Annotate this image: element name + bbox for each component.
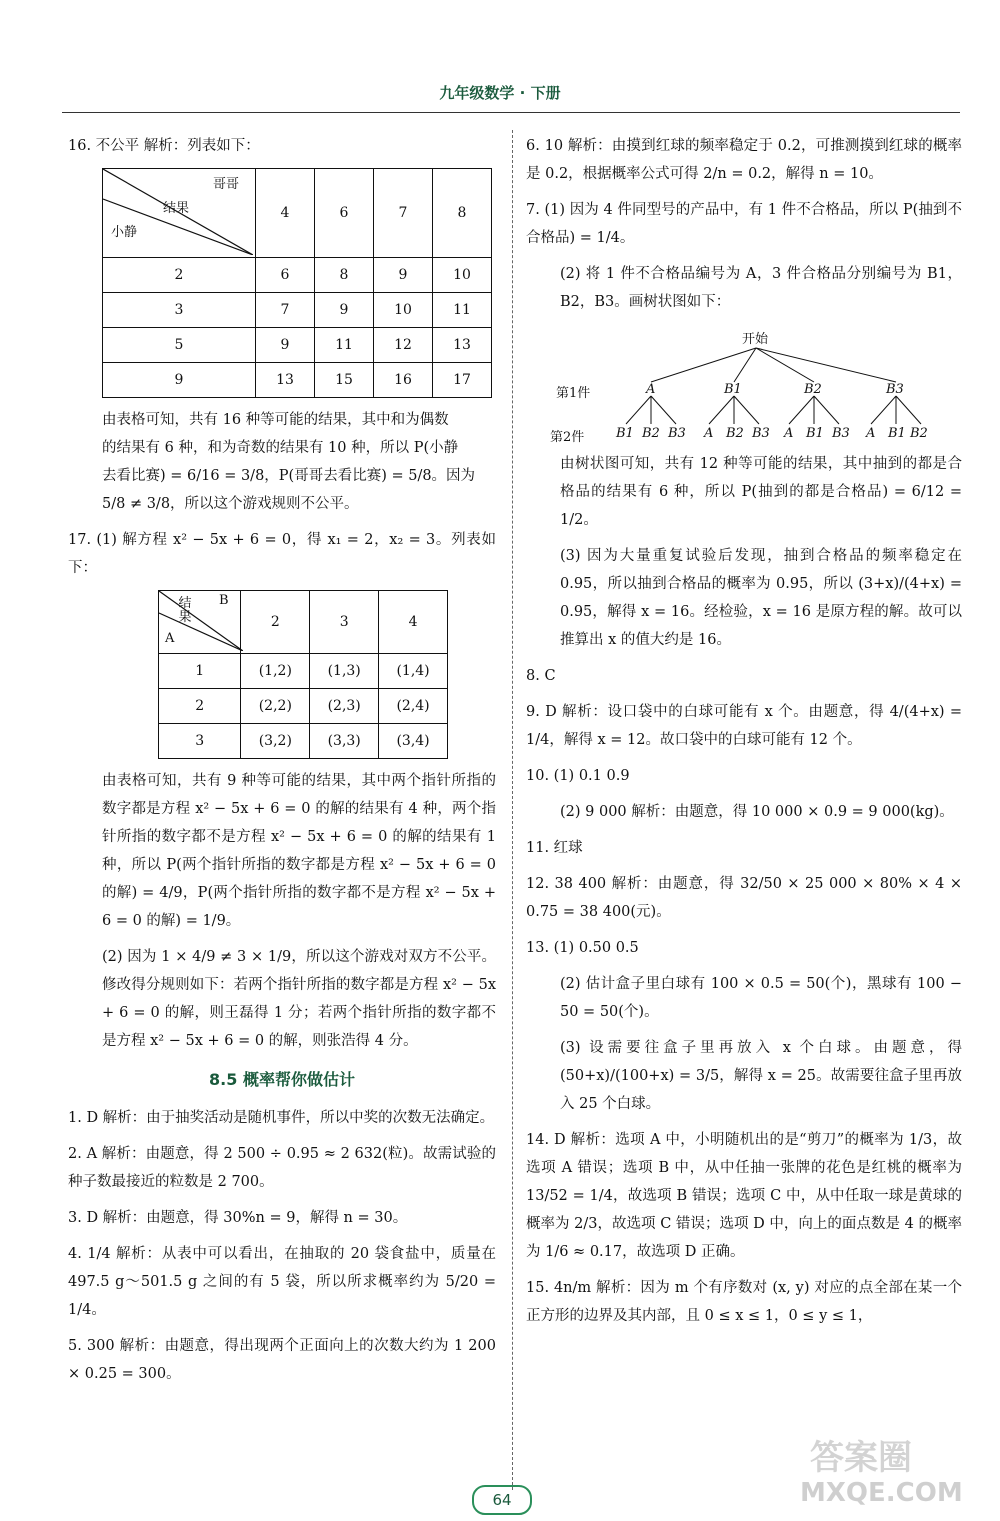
q16-cell: 13 [433,328,492,363]
q16-col-head: 4 [256,169,315,258]
q16-cell: 10 [374,293,433,328]
tree-leaf: B3 [668,426,686,441]
answer-15: 15. 4n/m 解析：因为 m 个有序数对 (x, y) 对应的点全部在某一个正方形的边界及其内部，且 0 ≤ x ≤ 1，0 ≤ y ≤ 1， [526,1280,962,1324]
q17-lead: 17. (1) 解方程 x² − 5x + 6 = 0，得 x₁ = 2，x₂ = 3。列表如下： [68,532,496,576]
q16-text-3: 去看比赛) = 6/16 = 3/8，P(哥哥去看比赛) = 5/8。因为 [102,468,476,484]
answer-7-2b: 由树状图可知，共有 12 种等可能的结果，其中抽到的都是合格品的结果有 6 种，所以 P(抽到的都是合格品) = 6/12 = 1/2。 [560,456,962,528]
q16-corner-top: 哥哥 [213,177,240,192]
tree-node: B1 [724,382,742,397]
q16-row-head: 5 [103,328,256,363]
watermark [800,1420,980,1515]
q16-col-head: 7 [374,169,433,258]
answer-2: 2. A 解析：由题意，得 2 500 ÷ 0.95 ≈ 2 632(粒)。故需试验的种子数最接近的粒数是 2 700。 [68,1146,496,1190]
answer-3: 3. D 解析：由题意，得 30%n = 9，解得 n = 30。 [68,1210,408,1226]
table-row [103,293,492,328]
q16-table [102,168,492,398]
q16-cell: 7 [256,293,315,328]
q16-cell: 9 [256,328,315,363]
column-divider [512,130,513,1490]
q16-cell: 11 [315,328,374,363]
tree-leaf: A [704,426,714,441]
q16-lead: 16. 不公平 解析：列表如下： [68,138,260,154]
q17-col-head: 2 [241,591,310,654]
tree-node: B3 [886,382,904,397]
tree-leaf: B3 [752,426,770,441]
page-header: 九年级数学 · 下册 [439,84,561,102]
q17-cell: (1,3) [310,654,379,689]
answer-13-2: (2) 估计盒子里白球有 100 × 0.5 = 50(个)，黑球有 100 − 50 = 50(个)。 [560,976,962,1020]
tree-leaf: A [866,426,876,441]
answer-13-3: (3) 设需要往盒子里再放入 x 个白球。由题意，得 (50+x)/(100+x) = 3/5，解得 x = 25。故需要往盒子里再放入 25 个白球。 [560,1040,962,1112]
header-rule [62,112,960,113]
q16-text-4: 5/8 ≠ 3/8，所以这个游戏规则不公平。 [102,496,359,512]
q16-col-head: 6 [315,169,374,258]
q16-cell: 15 [315,363,374,398]
answer-7-1: 7. (1) 因为 4 件同型号的产品中，有 1 件不合格品，所以 P(抽到不合格品) = 1/4。 [526,202,962,246]
table-row [159,689,448,724]
answer-8: 8. C [526,668,556,684]
q16-corner-mid: 结果 [163,201,190,216]
tree-level2-label: 第2件 [550,430,585,445]
q16-cell: 8 [315,258,374,293]
answer-10-1: 10. (1) 0.1 0.9 [526,768,630,784]
answer-7-3: (3) 因为大量重复试验后发现，抽到合格品的频率稳定在 0.95，所以抽到合格品的概率为 0.95，所以 (3+x)/(4+x) = 0.95，解得 x = 16。经检验，x = 16 是原方程的解。故可以推算出 x 的值大约是 16。 [560,548,962,648]
tree-leaf: A [784,426,794,441]
page-number: 64 [472,1485,532,1515]
answer-4: 4. 1/4 解析：从表中可以看出，在抽取的 20 袋食盐中，质量在 497.5 g～501.5 g 之间的有 5 袋，所以所求概率约为 5/20 = 1/4。 [68,1246,496,1318]
q17-corner-bottom: A [165,631,175,646]
table-row [103,258,492,293]
answer-13-1: 13. (1) 0.50 0.5 [526,940,639,956]
tree-diagram [546,324,926,444]
table-row [159,654,448,689]
q17-cell: (2,2) [241,689,310,724]
answer-7-2: (2) 将 1 件不合格品编号为 A，3 件合格品分别编号为 B1，B2，B3。画树状图如下： [560,266,962,310]
answer-9: 9. D 解析：设口袋中的白球可能有 x 个。由题意，得 4/(4+x) = 1/4，解得 x = 12。故口袋中的白球可能有 12 个。 [526,704,962,748]
q17-table-corner [159,591,241,654]
tree-leaf: B1 [616,426,634,441]
q17-corner-mid: 结果 [178,596,192,625]
q16-col-head: 8 [433,169,492,258]
tree-leaf: B3 [832,426,850,441]
tree-leaf: B2 [910,426,928,441]
tree-root: 开始 [742,332,769,347]
tree-leaf: B1 [806,426,824,441]
q17-col-head: 4 [379,591,448,654]
q17-cell: (1,2) [241,654,310,689]
q16-cell: 12 [374,328,433,363]
q17-col-head: 3 [310,591,379,654]
q17-row-head: 2 [159,689,241,724]
answer-11: 11. 红球 [526,840,583,856]
tree-level1-label: 第1件 [556,386,591,401]
tree-leaf: B2 [726,426,744,441]
q16-cell: 13 [256,363,315,398]
q17-cell: (3,4) [379,724,448,759]
q16-text-2: 的结果有 6 种，和为奇数的结果有 10 种，所以 P(小静 [102,440,459,456]
q16-corner-bottom: 小静 [111,225,138,240]
q17-row-head: 3 [159,724,241,759]
section-title: 8.5 概率帮你做估计 [209,1070,355,1089]
right-column [526,132,962,1338]
tree-node: A [646,382,656,397]
tree-node: B2 [804,382,822,397]
answer-10-2: (2) 9 000 解析：由题意，得 10 000 × 0.9 = 9 000(kg)。 [560,804,954,820]
q16-row-head: 9 [103,363,256,398]
answer-5: 5. 300 解析：由题意，得出现两个正面向上的次数大约为 1 200 × 0.25 = 300。 [68,1338,496,1382]
q17-cell: (3,2) [241,724,310,759]
q16-cell: 9 [374,258,433,293]
table-row [159,724,448,759]
answer-1: 1. D 解析：由于抽奖活动是随机事件，所以中奖的次数无法确定。 [68,1110,495,1126]
tree-leaf: B2 [642,426,660,441]
q17-cell: (2,3) [310,689,379,724]
tree-leaf: B1 [888,426,906,441]
q16-cell: 6 [256,258,315,293]
q17-corner-top: B [219,593,229,608]
left-column [68,132,496,1396]
q16-cell: 10 [433,258,492,293]
q17-row-head: 1 [159,654,241,689]
q16-row-head: 2 [103,258,256,293]
q16-cell: 16 [374,363,433,398]
q17-cell: (1,4) [379,654,448,689]
answer-6: 6. 10 解析：由摸到红球的频率稳定于 0.2，可推测摸到红球的概率是 0.2，根据概率公式可得 2/n = 0.2，解得 n = 10。 [526,138,962,182]
q17-table [158,590,448,759]
watermark-en: MXQE.COM [800,1478,963,1508]
q16-text-1: 由表格可知，共有 16 种等可能的结果，其中和为偶数 [102,412,449,428]
table-row [103,328,492,363]
q17-cell: (3,3) [310,724,379,759]
q17-text-2: (2) 因为 1 × 4/9 ≠ 3 × 1/9，所以这个游戏对双方不公平。修改得分规则如下：若两个指针所指的数字都是方程 x² − 5x + 6 = 0 的解，则王磊得 1 分；若两个指针所指的数字都不是方程 x² − 5x + 6 = 0 的解，则张浩得 4 分。 [102,949,496,1049]
q16-cell: 11 [433,293,492,328]
q16-cell: 9 [315,293,374,328]
answer-14: 14. D 解析：选项 A 中，小明随机出的是“剪刀”的概率为 1/3，故选项 A 错误；选项 B 中，从中任抽一张牌的花色是红桃的概率为 13/52 = 1/4，故选项 B 错误；选项 C 中，从中任取一球是黄球的概率为 2/3，故选项 C 错误；选项 D 中，向上的面点数是 4 的概率为 1/6 ≈ 0.17，故选项 D 正确。 [526,1132,962,1260]
answer-12: 12. 38 400 解析：由题意，得 32/50 × 25 000 × 80% × 4 × 0.75 = 38 400(元)。 [526,876,962,920]
q16-table-corner [103,169,256,258]
q16-row-head: 3 [103,293,256,328]
q17-text-1: 由表格可知，共有 9 种等可能的结果，其中两个指针所指的数字都是方程 x² − 5x + 6 = 0 的解的结果有 4 种，两个指针所指的数字都不是方程 x² − 5x + 6 = 0 的解的结果有 1 种，所以 P(两个指针所指的数字都是方程 x² − 5x + 6 = 0 的解) = 4/9，P(两个指针所指的数字都不是方程 x² − 5x + 6 = 0 的解) = 1/9。 [102,773,496,929]
watermark-cn: 答案圈 [810,1438,912,1478]
table-row [103,363,492,398]
q16-cell: 17 [433,363,492,398]
q17-cell: (2,4) [379,689,448,724]
